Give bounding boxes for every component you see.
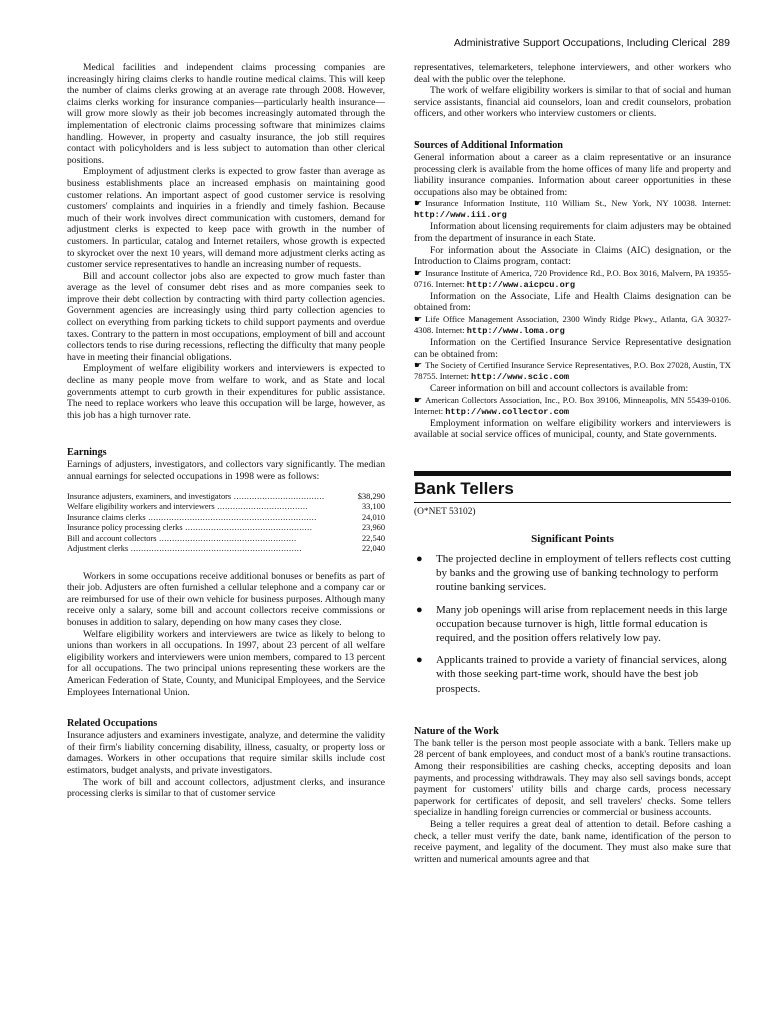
onet-code: (O*NET 53102): [414, 506, 476, 517]
list-item: [414, 653, 731, 696]
pointing-hand-icon: ☛: [414, 360, 423, 371]
significant-point-text: Applicants trained to provide a variety of financial services, along with those seeking part-time work, should have the best job prospects.: [436, 654, 727, 695]
source-address: Insurance Institute of America, 720 Providence Rd., P.O. Box 3016, Malvern, PA 19355-0716. Internet:: [414, 267, 731, 289]
table-row: Bill and account collectors ..................................................... 22,540: [67, 533, 385, 543]
nature-paragraph: The bank teller is the person most people associate with a bank. Tellers make up 28 percent of bank employees, and conduct most of a bank's routine transactions. Among their responsibilities are cashing checks, accepting deposits and loan payments, and processing withdrawals. They may also sell savings bonds, accept payment for customers' utility bills and charge cards, process necessary paperwork for certificates of deposit, and sell travelers' checks. Some tellers specialize in handling foreign currencies or commercial or business accounts.: [414, 737, 731, 819]
outlook-paragraph: Bill and account collector jobs also are expected to grow much faster than average as the level of consumer debt rises and as more companies seek to improve their debt collection by contracting with third party collection agencies. Government agencies are increasingly using third party collection agencies to collect on everything from parking tickets to child support payments and overdue taxes. Contrary to the pattern in most occupations, employment of bill and account collectors tends to rise during recessions, reflecting the difficulty that many people have in meeting their financial obligations.: [67, 270, 385, 363]
pointing-hand-icon: ☛: [414, 394, 423, 405]
bullet-icon: ●: [416, 603, 423, 616]
bullet-icon: ●: [416, 654, 423, 667]
sources-paragraph: Information on the Certified Insurance Service Representative designation can be obtained from:: [414, 336, 731, 360]
earnings-heading: Earnings: [67, 447, 107, 459]
section-divider-thin: [414, 502, 731, 503]
significant-point-text: The projected decline in employment of tellers reflects cost cutting by banks and the growing use of banking technology to perform routine banking services.: [436, 553, 731, 594]
occupation-earnings: $38,290: [357, 491, 385, 501]
occupation-earnings: 23,960: [361, 523, 385, 533]
nature-paragraph: Being a teller requires a great deal of attention to detail. Before cashing a check, a teller must verify the date, bank name, identification of the person to receive payment, and legality of the document. They must also make sure that written and numerical amounts agree and that: [414, 819, 731, 865]
source-address: The Society of Certified Insurance Service Representatives, P.O. Box 27028, Austin, TX 78755. Internet:: [414, 360, 731, 382]
outlook-paragraph: Employment of welfare eligibility workers and interviewers is expected to decline as many people move from welfare to work, and as State and local governments attempt to curb growth in their expenditures for public assistance. The need to replace workers who leave this occupation will be large, however, as this job has a high turnover rate.: [67, 363, 385, 421]
significant-point-text: Many job openings will arise from replacement needs in this large occupation because turnover is high, little formal education is required, and the position offers relatively low pay.: [436, 603, 728, 645]
occupation-name: Welfare eligibility workers and interviewers: [67, 502, 215, 512]
related-paragraph: The work of bill and account collectors, adjustment clerks, and insurance processing clerks is similar to that of customer service: [67, 776, 385, 800]
source-link[interactable]: http://www.iii.org: [414, 210, 507, 221]
sources-paragraph: Career information on bill and account collectors is available from:: [430, 383, 689, 395]
significant-points-list: [414, 552, 731, 696]
occupation-earnings: 22,040: [361, 544, 385, 554]
earnings-paragraph: Workers in some occupations receive additional bonuses or benefits as part of their job. Adjusters are often furnished a cellular telephone and a company car or are reimbursed for use of their own vehicle for business purposes. Although many receive only a salary, some bill and account collectors receive commissions or bonuses in addition to salary, depending on how many cases they close.: [67, 570, 385, 628]
occupation-name: Insurance claims clerks: [67, 512, 146, 522]
related-occupations-heading: Related Occupations: [67, 718, 158, 730]
table-row: Adjustment clerks .................................................................. 22,040: [67, 544, 385, 554]
significant-points-heading: Significant Points: [531, 533, 614, 546]
source-address: Life Office Management Association, 2300 Windy Ridge Pkwy., Atlanta, GA 30327-4308. Internet:: [414, 313, 731, 335]
occupation-name: Insurance adjusters, examiners, and investigators: [67, 491, 232, 501]
table-row: Welfare eligibility workers and interviewers ................................... 33,100: [67, 502, 385, 512]
pointing-hand-icon: ☛: [414, 267, 423, 278]
pointing-hand-icon: ☛: [414, 198, 423, 209]
occupation-earnings: 33,100: [361, 502, 385, 512]
occupation-earnings: 24,010: [361, 512, 385, 522]
source-link[interactable]: http://www.scic.com: [471, 372, 570, 383]
source-address: Insurance Information Institute, 110 William St., New York, NY 10038. Internet:: [425, 198, 731, 209]
running-header: [438, 37, 730, 49]
occupation-name: Insurance policy processing clerks: [67, 523, 183, 533]
source-entry: [414, 395, 731, 418]
earnings-table: [67, 492, 385, 555]
source-entry: [414, 360, 731, 383]
outlook-paragraph: Employment of adjustment clerks is expected to grow faster than average as business establishments place an increased emphasis on maintaining good customer relations. An important aspect of good customer service is resolving customers' complaints and inquiries in a friendly and timely fashion. Because much of their work involves direct communication with customers, demand for adjustment clerks is expected to keep pace with growth in the number of customers. In particular, catalog and Internet retailers, whose growth is expected to skyrocket over the next 10 years, will demand more adjustment clerks acting as customer service representatives to handle an increasing number of requests.: [67, 166, 385, 271]
source-entry: [414, 314, 731, 337]
earnings-intro: Earnings of adjusters, investigators, and collectors vary significantly. The median annual earnings for selected occupations in 1998 were as follows:: [67, 459, 385, 482]
pointing-hand-icon: ☛: [414, 313, 423, 324]
nature-of-work-heading: Nature of the Work: [414, 725, 499, 737]
table-row: Insurance policy processing clerks ................................................. 23,960: [67, 523, 385, 533]
section-divider-thick: [414, 471, 731, 476]
sources-heading: Sources of Additional Information: [414, 139, 563, 151]
list-item: [414, 603, 731, 646]
sources-paragraph: Employment information on welfare eligibility workers and interviewers is available at social service offices of municipal, county, and State governments.: [414, 417, 731, 441]
outlook-paragraph: Medical facilities and independent claims processing companies are increasingly hiring claims clerks to handle routine medical claims. This will keep the number of claims clerks growing at an average rate through 2008. However, claims clerks working for insurance companies—particularly health insurance—will grow more slowly as their job becomes increasingly automated through the implementation of electronic claims processing software that minimizes claims handling. However, in property and casualty insurance, the job still requires contact with policyholders and is less subject to automation than other clerical positions.: [67, 62, 385, 166]
related-paragraph: The work of welfare eligibility workers is similar to that of social and human service assistants, financial aid counselors, loan and credit counselors, probation officers, and other workers who interview customers or clients.: [414, 85, 731, 120]
list-item: [414, 552, 731, 595]
related-paragraph: Insurance adjusters and examiners investigate, analyze, and determine the validity of their firm's liability concerning disability, illness, casualty, or property loss or damages. Workers in other occupations that require similar skills include cost estimators, budget analysts, and private investigators.: [67, 730, 385, 776]
occupation-name: Adjustment clerks: [67, 544, 129, 554]
source-link[interactable]: http://www.collector.com: [445, 406, 570, 417]
source-entry: [414, 198, 731, 221]
source-link[interactable]: http://www.loma.org: [466, 325, 565, 336]
related-continued-paragraph: representatives, telemarketers, telephone interviewers, and other workers who deal with the public over the telephone.: [414, 62, 731, 85]
occupation-earnings: 22,540: [361, 533, 385, 543]
table-row: Insurance claims clerks ................................................................. 24,010: [67, 512, 385, 522]
running-title: Administrative Support Occupations, Including Clerical: [453, 37, 707, 49]
source-entry: [414, 268, 731, 291]
source-address: American Collectors Association, Inc., P.O. Box 39106, Minneapolis, MN 55439-0106. Internet:: [414, 394, 731, 416]
sources-paragraph: For information about the Associate in Claims (AIC) designation, or the Introduction to Claims program, contact:: [414, 244, 731, 268]
left-column: [67, 62, 385, 800]
sources-intro: General information about a career as a claim representative or an insurance processing clerk is available from the home offices of many life and property and liability insurance companies. Information about career opportunities in these occupations also may be obtained from:: [414, 151, 731, 198]
right-column: [414, 62, 731, 865]
bullet-icon: ●: [416, 553, 423, 566]
sources-paragraph: Information on the Associate, Life and Health Claims designation can be obtained from:: [414, 290, 731, 314]
source-link[interactable]: http://www.aicpcu.org: [466, 279, 576, 290]
sources-paragraph: Information about licensing requirements for claim adjusters may be obtained from the department of insurance in each State.: [414, 221, 731, 244]
occupation-name: Bill and account collectors: [67, 533, 157, 543]
earnings-paragraph: Welfare eligibility workers and interviewers are twice as likely to belong to unions than workers in all occupations. In 1997, about 23 percent of all welfare eligibility workers and interviewers were union members, compared to 13 percent for all occupations. The two principal unions representing these workers are the American Federation of State, County, and Municipal Employees, and the Service Employees International Union.: [67, 628, 385, 698]
page-number: 289: [712, 37, 730, 49]
section-title: Bank Tellers: [414, 478, 514, 498]
table-row: Insurance adjusters, examiners, and investigators ................................... $38,290: [67, 491, 385, 501]
